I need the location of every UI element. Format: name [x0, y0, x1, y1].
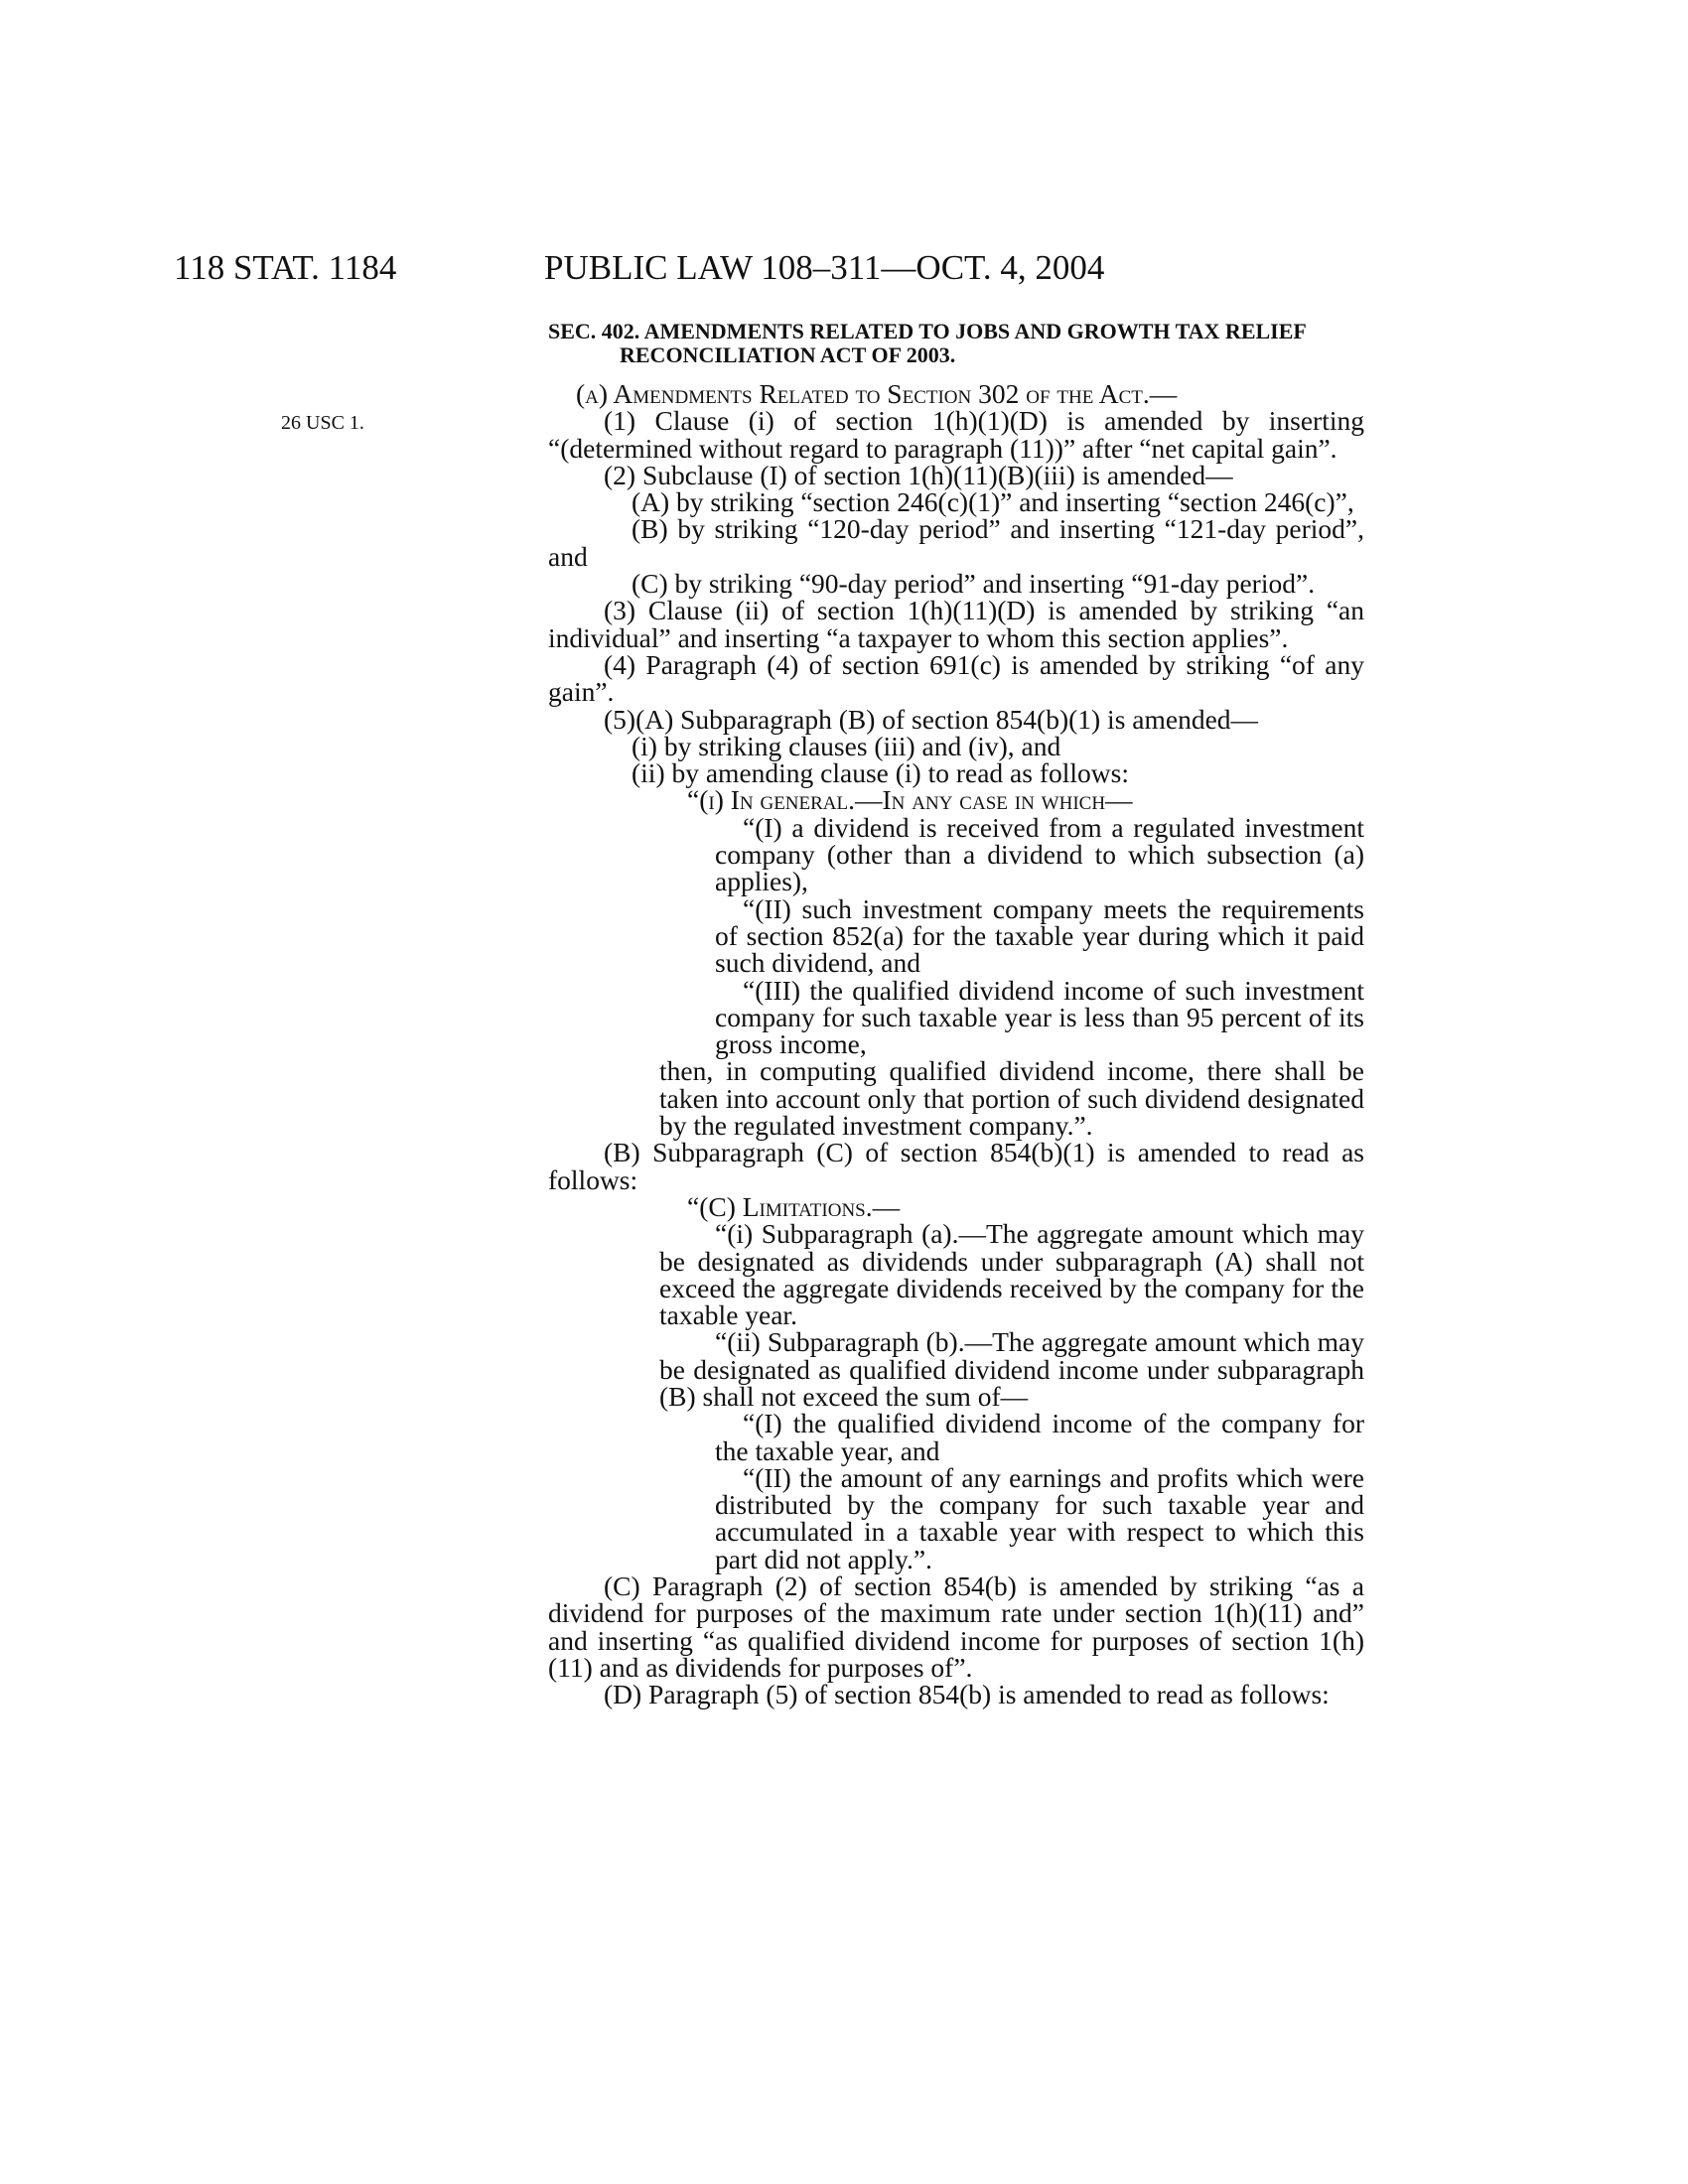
paragraph-4: (4) Paragraph (4) of section 691(c) is amended by striking “of any gain”.: [548, 648, 1364, 708]
subparagraph-2a: (A) by striking “section 246(c)(1)” and inserting “section 246(c)”,: [632, 486, 1354, 518]
paragraph-2: (2) Subclause (I) of section 1(h)(11)(B)(iii) is amended—: [604, 459, 1233, 490]
body-text: [548, 320, 1364, 1708]
inserted-subclause-II: “(II) such investment company meets the requirements of section 852(a) for the taxable year during which it paid such dividend, and: [715, 892, 1364, 979]
margin-note-usc: 26 USC 1.: [281, 412, 364, 434]
paragraph-1: (1) Clause (i) of section 1(h)(1)(D) is amended by inserting “(determined without regard to paragraph (11))” after “net capital gain”.: [548, 405, 1364, 464]
inserted-limitations-ii: “(ii) Subparagraph (b).—The aggregate amount which may be designated as qualified dividend income under subparagraph (B) shall not exceed the sum of—: [659, 1326, 1364, 1412]
subsection-a: (a) Amendments Related to Section 302 of the Act.—: [576, 378, 1178, 409]
paragraph-5b: (B) Subparagraph (C) of section 854(b)(1) is amended to read as follows:: [548, 1137, 1364, 1195]
inserted-subclause-I: “(I) a dividend is received from a regulated investment company (other than a dividend to which subsection (a) applies),: [715, 811, 1364, 897]
inserted-limitations: “(C) Limitations.—: [687, 1190, 901, 1222]
inserted-limitations-ii-II: “(II) the amount of any earnings and profits which were distributed by the company for such taxable year and accumulated in a taxable year with respect to which this part did not apply.”.: [715, 1461, 1364, 1574]
inserted-clause-i: “(i) In general.—In any case in which—: [687, 784, 1133, 816]
section-heading-line1: SEC. 402. AMENDMENTS RELATED TO JOBS AND GROWTH TAX RELIEF: [548, 319, 1307, 343]
inserted-subclause-III: “(III) the qualified dividend income of such investment company for such taxable year is less than 95 percent of its gross income,: [715, 974, 1364, 1060]
public-law-title: PUBLIC LAW 108–311—OCT. 4, 2004: [544, 248, 1105, 287]
paragraph-5d: (D) Paragraph (5) of section 854(b) is amended to read as follows:: [604, 1679, 1330, 1710]
subparagraph-2b: (B) by striking “120-day period” and inserting “121-day period”, and: [548, 513, 1364, 572]
inserted-limitations-i: “(i) Subparagraph (a).—The aggregate amount which may be designated as dividends under subparagraph (A) shall not exceed the aggregate dividends received by the company for the taxable year.: [659, 1218, 1364, 1331]
clause-5a-i: (i) by striking clauses (iii) and (iv), and: [632, 730, 1061, 761]
paragraph-5c: (C) Paragraph (2) of section 854(b) is amended by striking “as a dividend for purposes of the maximum rate under section 1(h)(11) and” and inserting “as qualified dividend income for purposes of section 1(h)(11) and as dividends for purposes of”.: [548, 1570, 1364, 1683]
inserted-limitations-ii-I: “(I) the qualified dividend income of the company for the taxable year, and: [715, 1408, 1364, 1466]
stat-citation: 118 STAT. 1184: [174, 248, 397, 287]
subparagraph-2c: (C) by striking “90-day period” and inserting “91-day period”.: [632, 568, 1316, 600]
section-heading: [548, 320, 1364, 367]
section-heading-line2: RECONCILIATION ACT OF 2003.: [620, 342, 956, 367]
paragraph-3: (3) Clause (ii) of section 1(h)(11)(D) is amended by striking “an individual” and inserting “a taxpayer to whom this section applies”.: [548, 595, 1364, 653]
inserted-flush-text: then, in computing qualified dividend income, there shall be taken into account only that portion of such dividend designated by the regulated investment company.”.: [659, 1055, 1364, 1142]
clause-5a-ii: (ii) by amending clause (i) to read as follows:: [632, 757, 1129, 789]
paragraph-5a: (5)(A) Subparagraph (B) of section 854(b)(1) is amended—: [604, 703, 1259, 735]
